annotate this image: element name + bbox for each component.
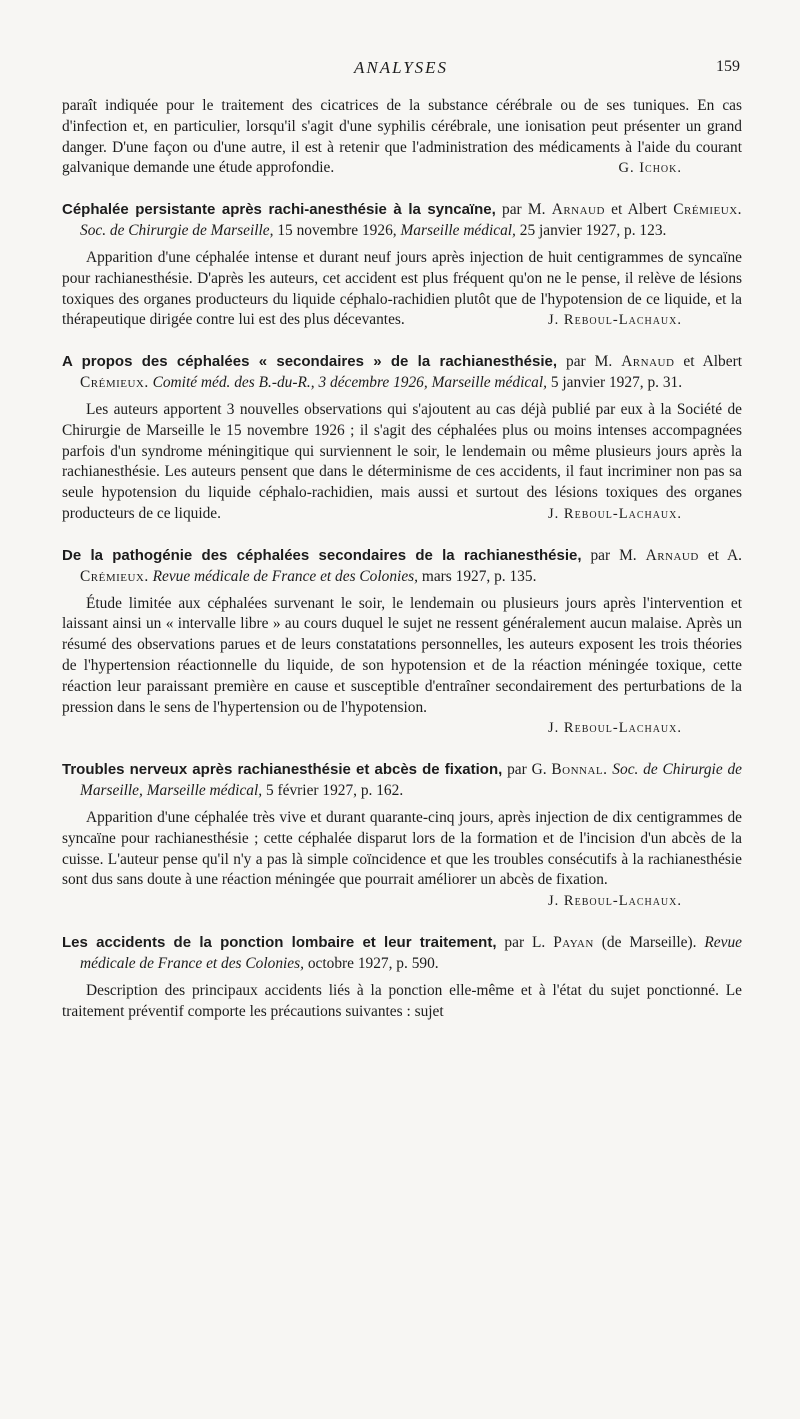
- entry-signature: J. Reboul-Lachaux.: [548, 893, 682, 910]
- authors-prefix: par M.: [502, 201, 552, 219]
- author: Crémieux.: [80, 567, 149, 585]
- page-number: 159: [716, 58, 740, 75]
- entry-heading: [62, 933, 742, 975]
- entry-body: Les auteurs apportent 3 nouvelles observations qui s'ajoutent au cas déjà publié par eux à la Société de Chirurgie de Marseille le 15 novembre 1926 ; il s'agit des céphalées plus ou moins intenses accompagnées parfois d'un syndrome méningitique qui surviennent le soir, le lendemain ou même plusieurs jours après la rachianesthésie. Les auteurs pensent que dans le déterminisme de ces accidents, il faut incriminer non pas sa seule hypotension du liquide céphalo-rachidien, mais aussi et surtout des lésions toxiques des organes producteurs de ce liquide.: [62, 400, 742, 522]
- entry-heading: [62, 760, 742, 802]
- entry: [62, 760, 742, 911]
- authors-prefix: par M.: [590, 546, 646, 564]
- entry-body: Description des principaux accidents liés à la ponction elle-même et à l'état du sujet ponctionné. Le traitement préventif comporte les précautions suivantes : sujet: [62, 981, 742, 1020]
- entry-title: De la pathogénie des céphalées secondaires de la rachianesthésie,: [62, 546, 582, 564]
- source-date: 3 décembre 1926,: [318, 374, 428, 392]
- entry-title: Troubles nerveux après rachianesthésie et abcès de fixation,: [62, 761, 503, 779]
- publication-info: 25 janvier 1927, p. 123.: [519, 222, 667, 240]
- entry: [62, 352, 742, 524]
- author: Arnaud: [621, 353, 675, 371]
- entry-title: Les accidents de la ponction lombaire et leur traitement,: [62, 934, 497, 952]
- source: Revue médicale de France et des Colonies,: [152, 567, 418, 585]
- authors-join: et Albert: [604, 201, 674, 219]
- author: Payan: [553, 934, 594, 952]
- entry-signature: J. Reboul-Lachaux.: [548, 312, 682, 329]
- authors-join: (de Marseille).: [593, 934, 705, 952]
- journal: Marseille médical,: [400, 222, 516, 240]
- author: Bonnal.: [551, 761, 608, 779]
- journal: Marseille médical,: [431, 374, 547, 392]
- intro-signature: G. Ichok.: [618, 160, 682, 177]
- entry-heading: [62, 352, 742, 394]
- authors-prefix: par M.: [566, 353, 622, 371]
- entry: [62, 200, 742, 330]
- publication-info: octobre 1927, p. 590.: [307, 954, 439, 972]
- entry: [62, 546, 742, 738]
- entry-body: Étude limitée aux céphalées survenant le soir, le lendemain ou plusieurs jours après l'intervention et laissant ainsi un « intervalle libre » au cours duquel le sujet ne ressent généralement aucun malaise. Après un résumé des observations parues et de leurs constatations personnelles, les auteurs exposent les trois théories de l'hypertension réactionnelle du liquide, de son hypotension et de la réaction méningée toxique, cette réaction leur paraissant première en cause et susceptible d'entraîner secondairement des perturbations de la pression dans le sens de l'hypertension ou de l'hypotension.: [62, 594, 742, 716]
- entry-body: Apparition d'une céphalée très vive et durant quarante-cinq jours, après injection de dix centigrammes de syncaïne pour rachianesthésie ; cette céphalée disparut lors de la formation et de l'incision d'un abcès de la cuisse. L'auteur pense qu'il n'y a pas là simple coïncidence et que les troubles consécutifs à la rachianesthésie sont dus sans doute à une réaction méningée que pourrait améliorer un abcès de fixation.: [62, 808, 742, 889]
- publication-info: 5 janvier 1927, p. 31.: [550, 374, 683, 392]
- source: Soc. de Chirurgie de Marseille,: [80, 222, 274, 240]
- entry-signature: J. Reboul-Lachaux.: [548, 505, 682, 522]
- author: Arnaud: [551, 201, 605, 219]
- entry: [62, 933, 742, 1022]
- authors-join: et A.: [698, 546, 742, 564]
- page-content: [62, 96, 742, 1022]
- source: Comité méd. des B.-du-R.,: [152, 374, 315, 392]
- author: Crémieux.: [673, 201, 742, 219]
- entry-body: Apparition d'une céphalée intense et durant neuf jours après injection de huit centigrammes de syncaïne pour rachianesthésie. D'après les auteurs, cet accident est plus fréquent qu'on ne le pense, il relève de lésions toxiques des organes producteurs du liquide céphalo-rachidien plutôt que de l'hypotension de ce liquide, et la thérapeutique dirigée contre lui est des plus décevantes.: [62, 248, 742, 329]
- authors-prefix: par G.: [507, 761, 552, 779]
- authors-prefix: par L.: [504, 934, 554, 952]
- entry-heading: [62, 546, 742, 588]
- intro-paragraph: paraît indiquée pour le traitement des cicatrices de la substance cérébrale ou de ses tuniques. En cas d'infection et, en particulier, lorsqu'il s'agit d'une syphilis cérébrale, une ionisation peut présenter un grand danger. D'une façon ou d'une autre, il est à retenir que l'administration des médicaments à l'aide du courant galvanique demande une étude approfondie.: [62, 97, 742, 177]
- running-title: ANALYSES: [353, 58, 449, 77]
- entry-title: Céphalée persistante après rachi-anesthésie à la syncaïne,: [62, 201, 496, 219]
- source: Revue médicale de France et des Colonies,: [80, 934, 742, 972]
- authors-join: et Albert: [674, 353, 742, 371]
- entry-title: A propos des céphalées « secondaires » de la rachianesthésie,: [62, 353, 558, 371]
- author: Arnaud: [645, 546, 699, 564]
- entry-signature: J. Reboul-Lachaux.: [548, 720, 682, 737]
- publication-info: mars 1927, p. 135.: [421, 567, 537, 585]
- entry-heading: [62, 200, 742, 242]
- journal: Marseille médical,: [146, 782, 263, 800]
- source-date: 15 novembre 1926,: [277, 222, 397, 240]
- author: Crémieux.: [80, 374, 149, 392]
- source: Soc. de Chirurgie de Marseille,: [80, 761, 743, 800]
- publication-info: 5 février 1927, p. 162.: [265, 782, 404, 800]
- page-header: [62, 58, 740, 82]
